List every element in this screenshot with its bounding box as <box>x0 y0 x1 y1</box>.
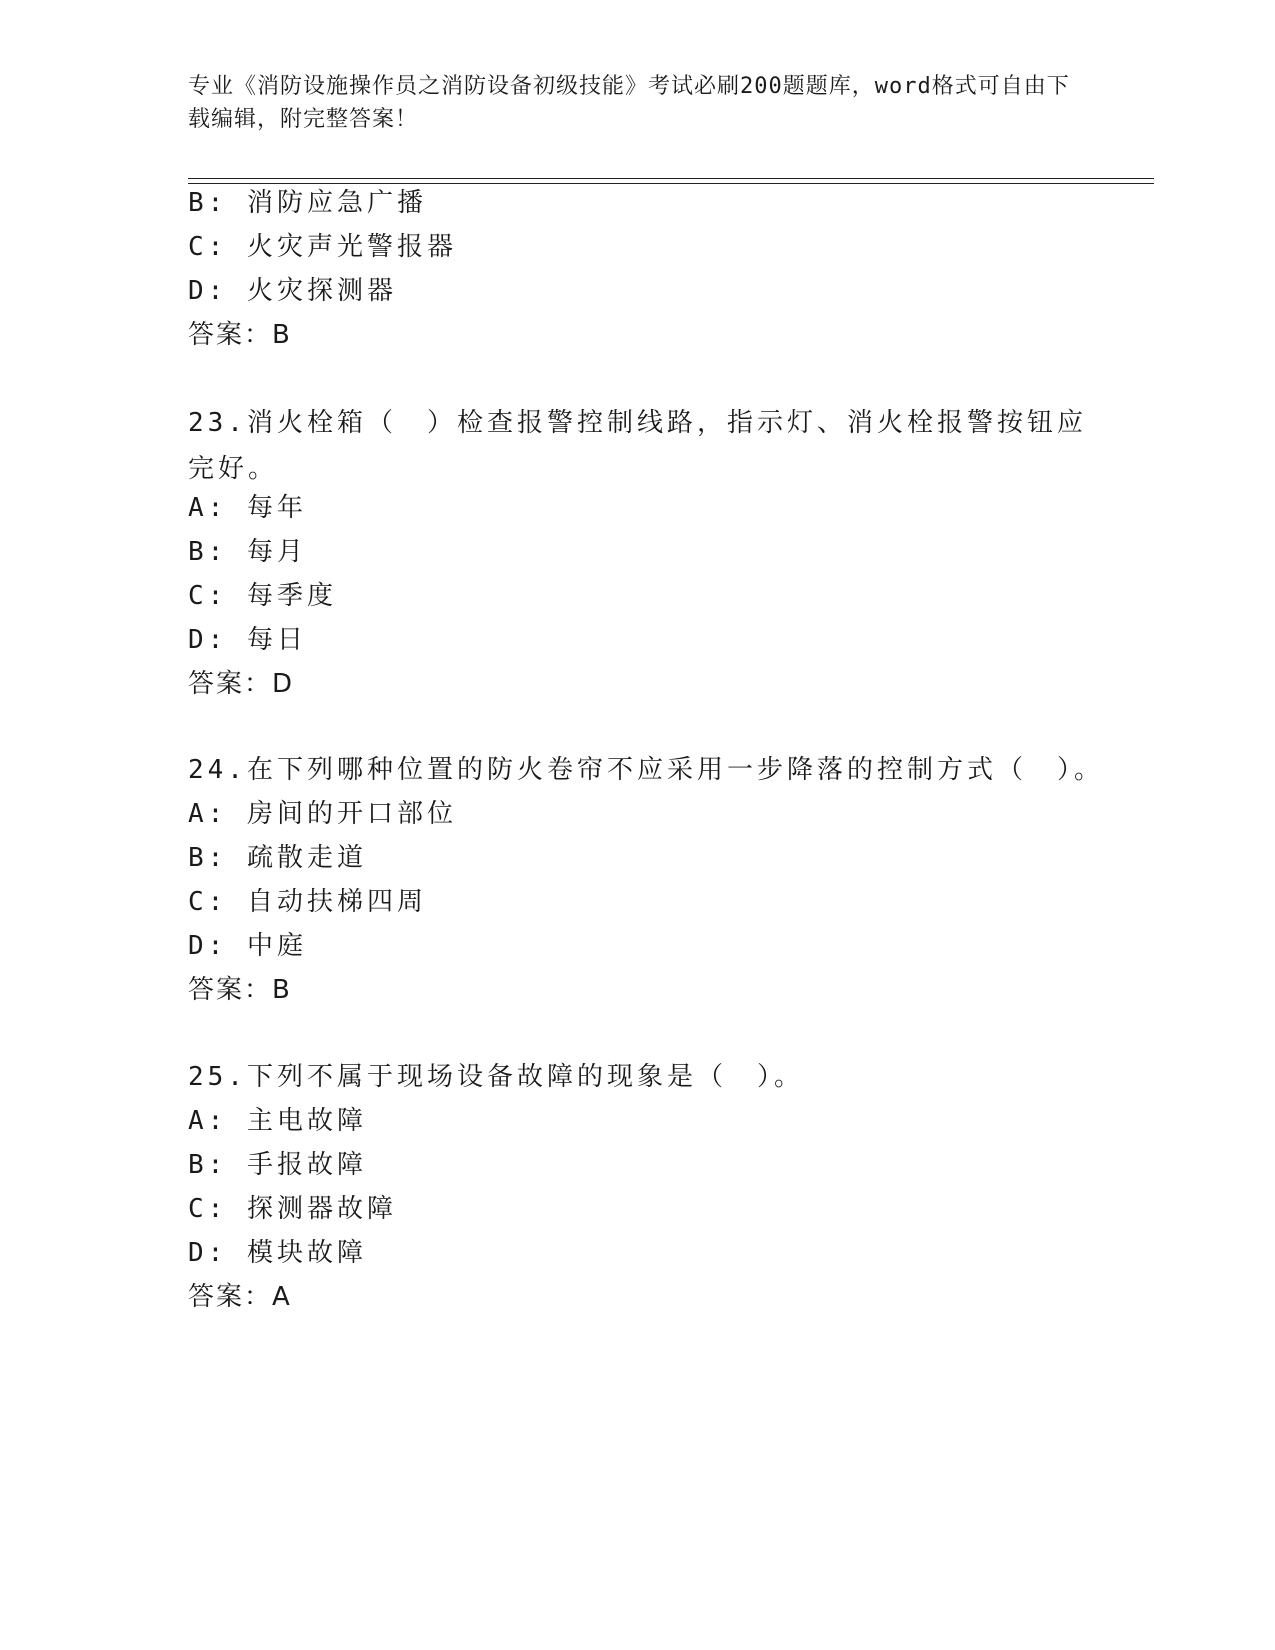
question-stem: 24.在下列哪种位置的防火卷帘不应采用一步降落的控制方式（ ）。 <box>188 755 1104 785</box>
answer-label: 答案：A <box>188 1282 292 1312</box>
header-divider-top <box>188 178 1154 179</box>
option-b: B: 手报故障 <box>188 1150 367 1180</box>
option-d: D: 每日 <box>188 625 307 655</box>
option-b: B: 消防应急广播 <box>188 188 427 218</box>
option-c: C: 火灾声光警报器 <box>188 232 457 262</box>
option-a: A: 每年 <box>188 493 307 523</box>
option-c: C: 自动扶梯四周 <box>188 887 427 917</box>
option-d: D: 中庭 <box>188 931 307 961</box>
option-c: C: 每季度 <box>188 581 337 611</box>
answer-label: 答案：B <box>188 975 292 1005</box>
answer-label: 答案：B <box>188 320 292 350</box>
document-header: 专业《消防设施操作员之消防设备初级技能》考试必刷200题题库，word格式可自由下载编辑，附完整答案！ <box>188 74 1070 132</box>
header-divider-bottom <box>188 183 1154 184</box>
option-a: A: 房间的开口部位 <box>188 799 457 829</box>
option-b: B: 每月 <box>188 537 307 567</box>
option-d: D: 模块故障 <box>188 1238 367 1268</box>
option-b: B: 疏散走道 <box>188 843 367 873</box>
answer-label: 答案：D <box>188 669 295 699</box>
option-d: D: 火灾探测器 <box>188 276 397 306</box>
option-a: A: 主电故障 <box>188 1106 367 1136</box>
option-c: C: 探测器故障 <box>188 1194 397 1224</box>
question-stem: 25.下列不属于现场设备故障的现象是（ ）。 <box>188 1062 804 1092</box>
question-stem: 23.消火栓箱（ ）检查报警控制线路，指示灯、消火栓报警按钮应完好。 <box>188 408 1087 484</box>
